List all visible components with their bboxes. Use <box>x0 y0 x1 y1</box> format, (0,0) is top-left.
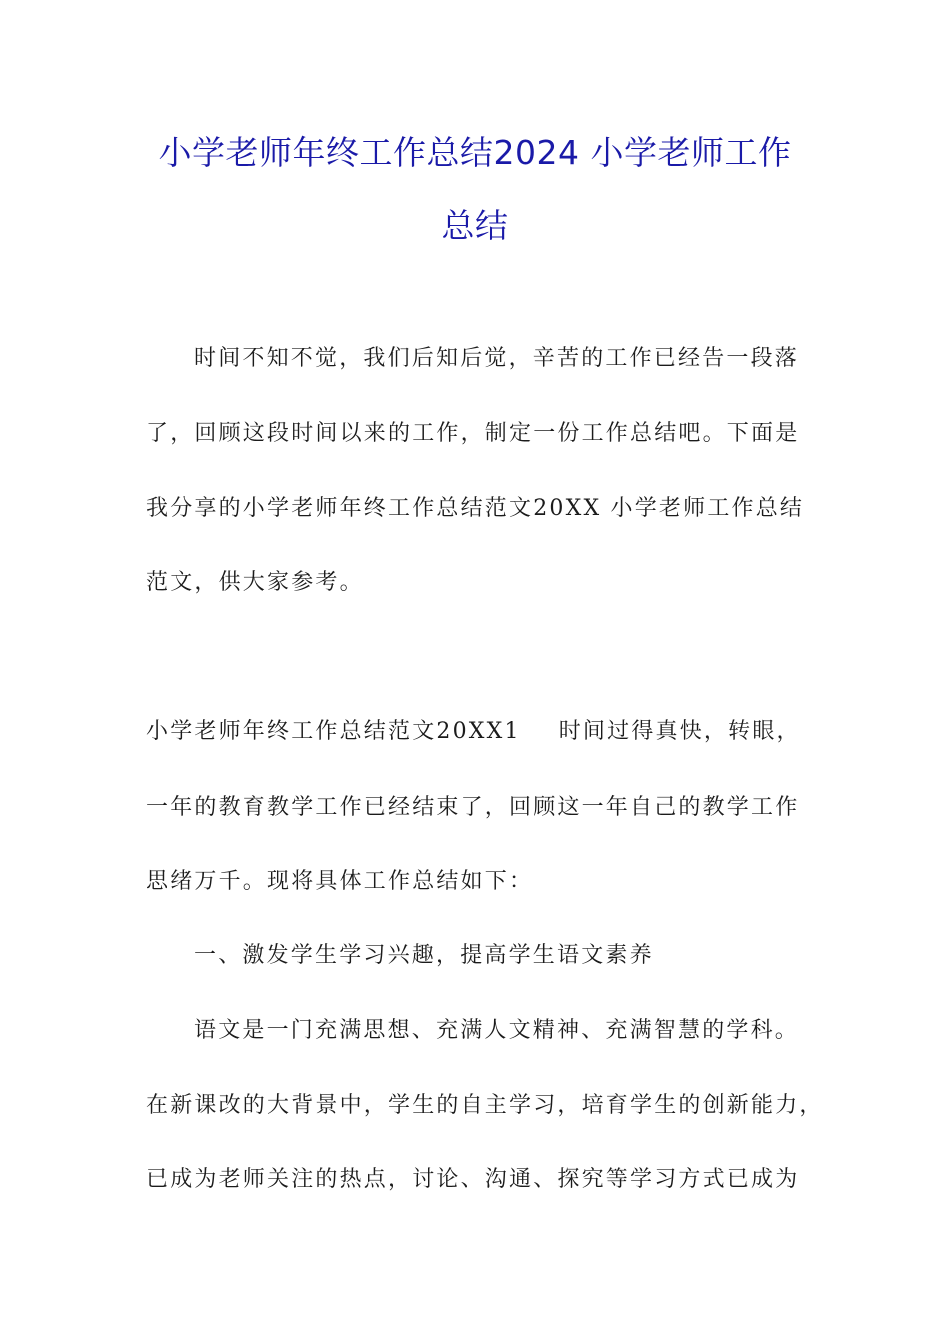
section-heading-line <box>146 721 818 743</box>
section-heading: 小学老师年终工作总结范文20XX1 <box>146 719 521 744</box>
paragraph-line: 在新课改的大背景中，学生的自主学习，培育学生的创新能力， <box>146 1093 824 1118</box>
subheading: 一、激发学生学习兴趣，提高学生语文素养 <box>194 943 654 968</box>
document-title-line-1: 小学老师年终工作总结2024 小学老师工作 <box>158 133 792 172</box>
paragraph-line: 已成为老师关注的热点，讨论、沟通、探究等学习方式已成为 <box>146 1167 800 1192</box>
intro-line: 时间不知不觉，我们后知后觉，辛苦的工作已经告一段落 <box>194 346 800 371</box>
intro-line: 了，回顾这段时间以来的工作，制定一份工作总结吧。下面是 <box>146 421 800 446</box>
paragraph-line: 语文是一门充满思想、充满人文精神、充满智慧的学科。 <box>194 1018 800 1043</box>
intro-line: 我分享的小学老师年终工作总结范文20XX 小学老师工作总结 <box>146 496 805 521</box>
body-line: 一年的教育教学工作已经结束了，回顾这一年自己的教学工作 <box>146 795 800 820</box>
section-first-text: 时间过得真快，转眼， <box>558 719 801 744</box>
intro-line: 范文，供大家参考。 <box>146 570 364 595</box>
body-line: 思绪万千。现将具体工作总结如下： <box>146 869 534 894</box>
document-title-line-2: 总结 <box>441 206 509 245</box>
